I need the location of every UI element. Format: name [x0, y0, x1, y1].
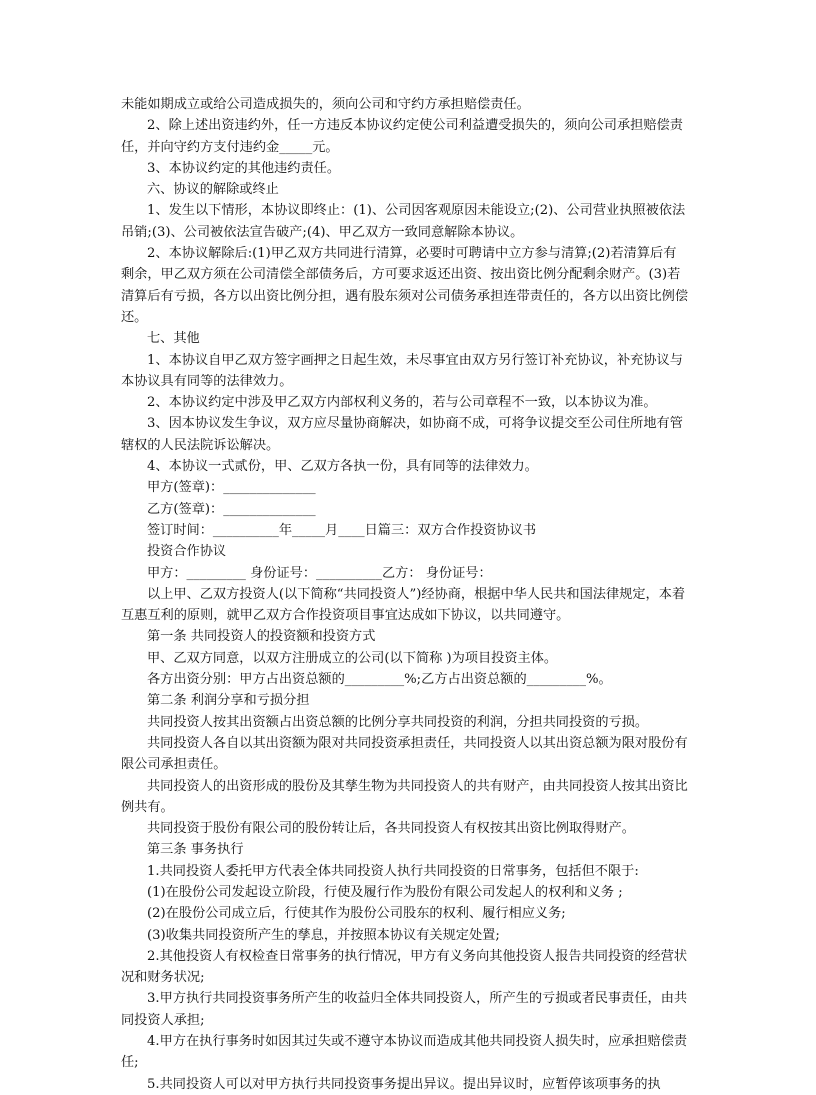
- paragraph-25: 共同投资于股份有限公司的股份转让后，各共同投资人有权按其出资比例取得财产。: [147, 821, 635, 837]
- paragraph-6: 2、本协议解除后:(1)甲乙双方共同进行清算，必要时可聘请中立方参与清算;(2)若清算后有剩余，甲乙双方须在公司清偿全部债务后，方可要求返还出资、按出资比例分配剩余财产。(3)若清算后有亏损，各方以出资比例分担，遇有股东须对公司债务承担连带责任的，各方以出资比例偿还。: [121, 246, 689, 325]
- paragraph-27: 1.共同投资人委托甲方代表全体共同投资人执行共同投资的日常事务，包括但不限于:: [147, 863, 639, 879]
- paragraph-31: 2.其他投资人有权检查日常事务的执行情况，甲方有义务向其他投资人报告共同投资的经营状况和财务状况;: [121, 948, 688, 986]
- paragraph-8: 1、本协议自甲乙双方签字画押之日起生效，未尽事宜由双方另行签订补充协议，补充协议与本协议具有同等的法律效力。: [121, 352, 683, 389]
- document-body: [121, 94, 689, 1095]
- paragraph-2: 2、除上述出资违约外，任一方违反本协议约定使公司利益遭受损失的，须向公司承担赔偿责任，并向守约方支付违约金_____元。: [121, 118, 683, 155]
- paragraph-5: 1、发生以下情形，本协议即终止：(1)、公司因客观原因未能设立;(2)、公司营业执照被依法吊销;(3)、公司被依法宣告破产;(4)、甲乙双方一致同意解除本协议。: [121, 203, 686, 240]
- paragraph-33: 4.甲方在执行事务时如因其过失或不遵守本协议而造成其他共同投资人损失时，应承担赔偿责任;: [121, 1034, 688, 1071]
- document-title-investment: 投资合作协议: [147, 544, 227, 560]
- article-3-heading: 第三条 事务执行: [147, 842, 244, 858]
- paragraph-20: 各方出资分别：甲方占出资总额的_________%;乙方占出资总额的_________%。: [147, 672, 612, 688]
- section-heading-termination: 六、协议的解除或终止: [147, 182, 279, 198]
- paragraph-3: 3、本协议约定的其他违约责任。: [147, 160, 341, 176]
- paragraph-23: 共同投资人各自以其出资额为限对共同投资承担责任，共同投资人以其出资总额为限对股份有限公司承担责任。: [121, 735, 688, 773]
- paragraph-19: 甲、乙双方同意，以双方注册成立的公司(以下简称 )为项目投资主体。: [147, 650, 558, 666]
- paragraph-24: 共同投资人的出资形成的股份及其孳生物为共同投资人的共有财产，由共同投资人按其出资比例共有。: [121, 778, 688, 815]
- paragraph-32: 3.甲方执行共同投资事务所产生的收益归全体共同投资人，所产生的亏损或者民事责任，由共同投资人承担;: [121, 991, 688, 1028]
- paragraph-34: 5.共同投资人可以对甲方执行共同投资事务提出异议。提出异议时，应暂停该项事务的执: [147, 1076, 661, 1092]
- signature-party-a: 甲方(签章)：______________: [147, 480, 316, 496]
- paragraph-1: 未能如期成立或给公司造成损失的，须向公司和守约方承担赔偿责任。: [121, 97, 530, 112]
- paragraph-11: 4、本协议一式贰份，甲、乙双方各执一份，具有同等的法律效力。: [147, 459, 538, 475]
- paragraph-9: 2、本协议约定中涉及甲乙双方内部权利义务的，若与公司章程不一致，以本协议为准。: [147, 395, 657, 411]
- section-heading-other: 七、其他: [147, 331, 200, 347]
- paragraph-29: (2)在股份公司成立后，行使其作为股份公司股东的权利、履行相应义务;: [147, 906, 566, 922]
- paragraph-22: 共同投资人按其出资额占出资总额的比例分享共同投资的利润，分担共同投资的亏损。: [147, 714, 649, 730]
- paragraph-10: 3、因本协议发生争议，双方应尽量协商解决，如协商不成，可将争议提交至公司住所地有管辖权的人民法院诉讼解决。: [121, 416, 683, 453]
- signature-party-b: 乙方(签章)：______________: [147, 501, 316, 517]
- article-2-heading: 第二条 利润分享和亏损分担: [147, 693, 310, 709]
- paragraph-30: (3)收集共同投资所产生的孳息，并按照本协议有关规定处置;: [147, 927, 500, 943]
- article-1-heading: 第一条 共同投资人的投资额和投资方式: [147, 629, 376, 645]
- paragraph-17: 以上甲、乙双方投资人(以下简称“共同投资人”)经协商，根据中华人民共和国法律规定，本着互惠互利的原则，就甲乙双方合作投资项目事宜达成如下协议，以共同遵守。: [121, 586, 686, 624]
- signing-date: 签订时间：__________年_____月____日篇三：双方合作投资协议书: [147, 522, 537, 538]
- paragraph-28: (1)在股份公司发起设立阶段，行使及履行作为股份有限公司发起人的权利和义务 ;: [147, 884, 623, 900]
- parties-line: 甲方：_________ 身份证号：__________乙方： 身份证号：: [147, 565, 492, 581]
